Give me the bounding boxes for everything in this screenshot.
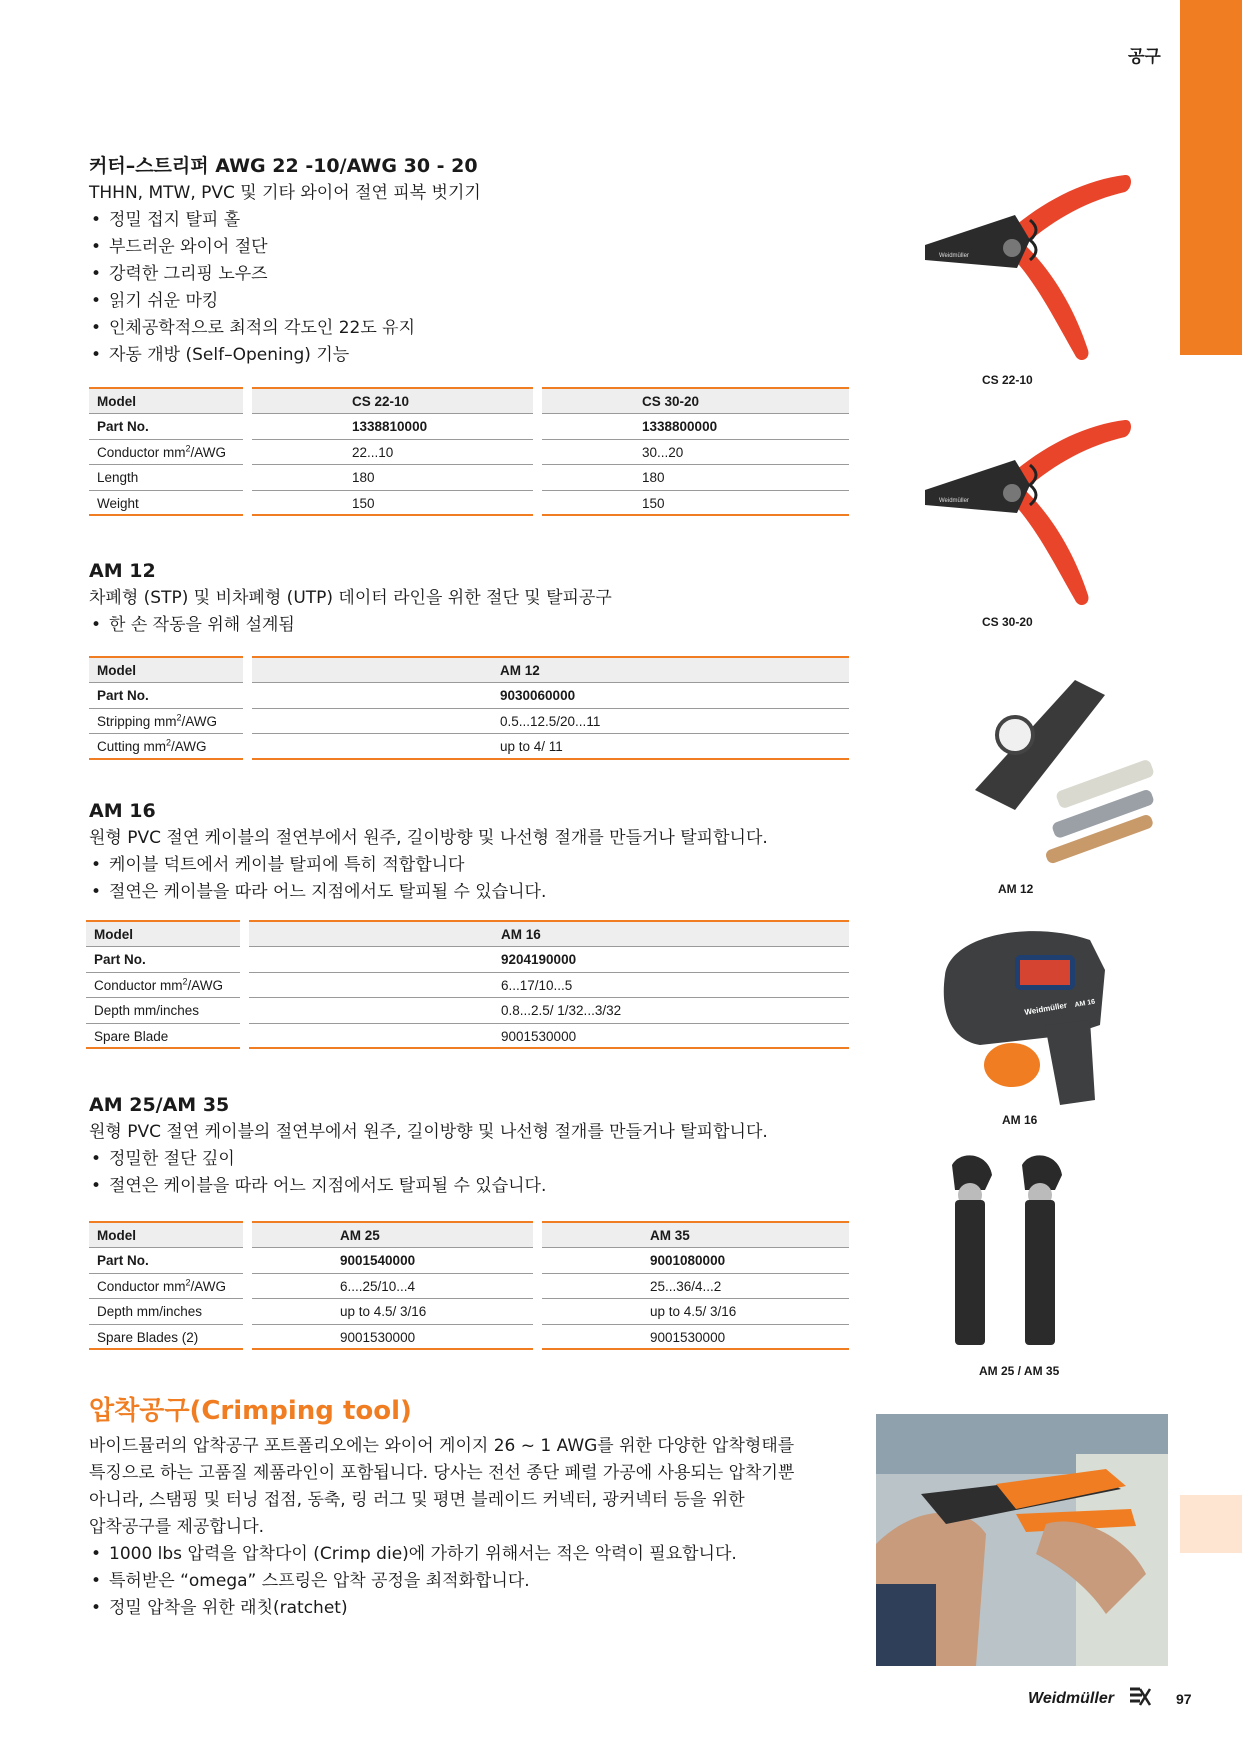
spec-value: 6...17/10...5 xyxy=(249,973,849,999)
tool-model-mark: AM 16 xyxy=(1074,998,1096,1009)
crimp-paragraph-line: 아니라, 스탬핑 및 터닝 접점, 동축, 링 러그 및 평면 블레이드 커넥터, 광커넥터 등을 위한 xyxy=(89,1490,745,1510)
spec-value: 9001530000 xyxy=(542,1325,849,1351)
spec-label: Cutting $mm^2$/AWG xyxy=(89,734,243,760)
spec-value: 9001080000 xyxy=(542,1248,849,1274)
spec-label: Model xyxy=(89,656,243,683)
feature-item: • 1000 lbs 압력을 압착다이 (Crimp die)에 가하기 위해서는 적은 악력이 필요합니다. xyxy=(89,1541,849,1568)
product-title: AM 25/AM 35 xyxy=(89,1094,230,1116)
spec-column xyxy=(249,920,849,1049)
stripper-cs-22-10-image xyxy=(905,160,1135,370)
spec-label: Part No. xyxy=(89,683,243,709)
product-subtitle: THHN, MTW, PVC 및 기타 와이어 절연 피복 벗기기 xyxy=(89,183,481,203)
image-caption: CS 22-10 xyxy=(982,373,1033,387)
feature-item: • 한 손 작동을 위해 설계됨 xyxy=(89,612,849,639)
product-subtitle: 차폐형 (STP) 및 비차폐형 (UTP) 데이터 라인을 위한 절단 및 탈피공구 xyxy=(89,588,612,608)
spec-label: Weight xyxy=(89,491,243,517)
spec-value: AM 35 xyxy=(542,1221,849,1248)
spec-value: 150 xyxy=(252,491,533,517)
feature-list xyxy=(89,1146,849,1200)
section-tab xyxy=(1180,0,1242,355)
feature-item: • 특허받은 “omega” 스프링은 압착 공정을 최적화합니다. xyxy=(89,1568,849,1595)
feature-item: • 정밀 접지 탈피 홀 xyxy=(89,207,849,234)
feature-item: • 정밀 압착을 위한 래칫(ratchet) xyxy=(89,1595,849,1622)
crimping-tool-photo xyxy=(876,1414,1168,1666)
spec-value: 1338800000 xyxy=(542,414,849,440)
spec-value: up to 4/ 11 xyxy=(252,734,849,760)
spec-value: 0.8...2.5/ 1/32...3/32 xyxy=(249,998,849,1024)
product-am16 xyxy=(89,797,849,906)
image-caption: AM 25 / AM 35 xyxy=(979,1364,1060,1378)
spec-value: 30...20 xyxy=(542,440,849,466)
brand-logo-icon xyxy=(1128,1686,1152,1708)
spec-value: up to 4.5/ 3/16 xyxy=(542,1299,849,1325)
product-title: 커터–스트리퍼 AWG 22 -10/AWG 30 - 20 xyxy=(89,155,478,177)
feature-list xyxy=(89,612,849,639)
section-tab-light xyxy=(1180,1495,1242,1553)
spec-value: up to 4.5/ 3/16 xyxy=(252,1299,533,1325)
spec-label: Spare Blade xyxy=(86,1024,240,1050)
am25-am35-tool-image xyxy=(930,1150,1080,1350)
feature-list xyxy=(89,207,849,369)
product-subtitle: 원형 PVC 절연 케이블의 절연부에서 원주, 길이방향 및 나선형 절개를 만들거나 탈피합니다. xyxy=(89,1122,768,1142)
product-title: AM 12 xyxy=(89,560,156,582)
am12-tool-image xyxy=(955,660,1155,870)
feature-item: • 절연은 케이블을 따라 어느 지점에서도 탈피될 수 있습니다. xyxy=(89,879,849,906)
image-caption: AM 16 xyxy=(1002,1113,1038,1127)
tool-brand-mark: Weidmüller xyxy=(939,253,969,259)
spec-labels xyxy=(89,387,243,516)
spec-value: 9204190000 xyxy=(249,947,849,973)
feature-item: • 절연은 케이블을 따라 어느 지점에서도 탈피될 수 있습니다. xyxy=(89,1173,849,1200)
spec-value: 180 xyxy=(542,465,849,491)
spec-column xyxy=(252,387,533,516)
feature-item: • 강력한 그리핑 노우즈 xyxy=(89,261,849,288)
spec-label: Model xyxy=(89,1221,243,1248)
spec-value: 180 xyxy=(252,465,533,491)
spec-value: 22...10 xyxy=(252,440,533,466)
spec-column xyxy=(252,656,849,760)
spec-value: CS 30-20 xyxy=(542,387,849,414)
spec-value: 9030060000 xyxy=(252,683,849,709)
feature-item: • 읽기 쉬운 마킹 xyxy=(89,288,849,315)
spec-column xyxy=(542,1221,849,1350)
spec-label: Part No. xyxy=(86,947,240,973)
spec-value: 9001530000 xyxy=(249,1024,849,1050)
footer-brand: Weidmüller xyxy=(1028,1690,1114,1707)
spec-label: Conductor $mm^2$/AWG xyxy=(89,440,243,466)
product-title: AM 16 xyxy=(89,800,156,822)
spec-label: Model xyxy=(86,920,240,947)
spec-label: Spare Blades (2) xyxy=(89,1325,243,1351)
tool-brand-mark: Weidmüller xyxy=(1023,1000,1068,1017)
spec-label: Model xyxy=(89,387,243,414)
product-subtitle: 원형 PVC 절연 케이블의 절연부에서 원주, 길이방향 및 나선형 절개를 만들거나 탈피합니다. xyxy=(89,828,768,848)
page-number: 97 xyxy=(1176,1691,1192,1707)
feature-list xyxy=(89,1541,849,1622)
spec-label: Conductor $mm^2$/AWG xyxy=(89,1274,243,1300)
crimp-heading: 압착공구(Crimping tool) xyxy=(89,1396,412,1426)
spec-column xyxy=(542,387,849,516)
spec-column xyxy=(252,1221,533,1350)
product-am25-am35 xyxy=(89,1091,849,1200)
product-cs xyxy=(89,152,849,369)
spec-label: Depth mm/inches xyxy=(86,998,240,1024)
tool-brand-mark: Weidmüller xyxy=(939,498,969,504)
feature-item: • 정밀한 절단 깊이 xyxy=(89,1146,849,1173)
feature-item: • 케이블 덕트에서 케이블 탈피에 특히 적합합니다 xyxy=(89,852,849,879)
feature-item: • 부드러운 와이어 절단 xyxy=(89,234,849,261)
spec-value: 9001540000 xyxy=(252,1248,533,1274)
spec-labels xyxy=(89,1221,243,1350)
spec-labels xyxy=(86,920,240,1049)
crimp-paragraph-line: 압착공구를 제공합니다. xyxy=(89,1517,265,1537)
crimp-paragraph-line: 특징으로 하는 고품질 제품라인이 포함됩니다. 당사는 전선 종단 페럴 가공에 사용되는 압착기뿐 xyxy=(89,1463,795,1483)
spec-labels xyxy=(89,656,243,760)
section-label: 공구 xyxy=(1128,47,1161,67)
spec-value: AM 16 xyxy=(249,920,849,947)
image-caption: CS 30-20 xyxy=(982,615,1033,629)
spec-value: 25...36/4...2 xyxy=(542,1274,849,1300)
spec-value: 1338810000 xyxy=(252,414,533,440)
spec-label: Part No. xyxy=(89,1248,243,1274)
spec-label: Stripping $mm^2$/AWG xyxy=(89,709,243,735)
spec-value: 0.5...12.5/20...11 xyxy=(252,709,849,735)
spec-value: CS 22-10 xyxy=(252,387,533,414)
feature-item: • 인체공학적으로 최적의 각도인 22도 유지 xyxy=(89,315,849,342)
spec-value: 6....25/10...4 xyxy=(252,1274,533,1300)
feature-item: • 자동 개방 (Self–Opening) 기능 xyxy=(89,342,849,369)
product-am12 xyxy=(89,557,849,639)
spec-label: Part No. xyxy=(89,414,243,440)
spec-value: 9001530000 xyxy=(252,1325,533,1351)
stripper-cs-30-20-image xyxy=(905,405,1135,615)
feature-list xyxy=(89,852,849,906)
spec-label: Depth mm/inches xyxy=(89,1299,243,1325)
spec-value: AM 12 xyxy=(252,656,849,683)
spec-value: AM 25 xyxy=(252,1221,533,1248)
image-caption: AM 12 xyxy=(998,882,1034,896)
spec-label: Conductor $mm^2$/AWG xyxy=(86,973,240,999)
am16-tool-image xyxy=(930,915,1130,1115)
crimp-description xyxy=(89,1433,849,1622)
spec-label: Length xyxy=(89,465,243,491)
spec-value: 150 xyxy=(542,491,849,517)
crimp-paragraph-line: 바이드뮬러의 압착공구 포트폴리오에는 와이어 게이지 26 ~ 1 AWG를 위한 다양한 압착형태를 xyxy=(89,1436,795,1456)
